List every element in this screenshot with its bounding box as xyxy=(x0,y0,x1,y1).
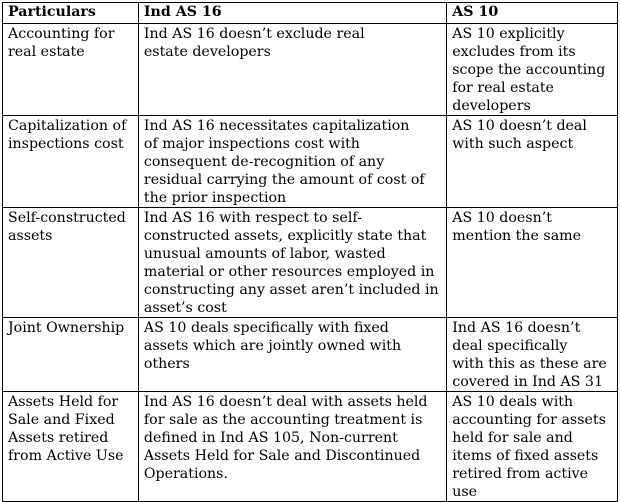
particular-cell: Self-constructed assets xyxy=(3,208,139,318)
particular-cell: Assets Held for Sale and Fixed Assets retired from Active Use xyxy=(3,392,139,502)
as-10-cell: AS 10 doesn’t mention the same xyxy=(447,208,618,318)
as-10-cell: AS 10 doesn’t deal with such aspect xyxy=(447,116,618,208)
table-row xyxy=(3,208,618,318)
header-ind-as-16: Ind AS 16 xyxy=(138,3,446,24)
table-row xyxy=(3,392,618,502)
header-as-10: AS 10 xyxy=(447,3,618,24)
particular-cell: Joint Ownership xyxy=(3,318,139,392)
header-row xyxy=(3,3,618,24)
comparison-table xyxy=(2,2,618,502)
table-row xyxy=(3,318,618,392)
particular-cell: Accounting for real estate xyxy=(3,24,139,116)
ind-as-16-cell: AS 10 deals specifically with fixed assets which are jointly owned with others xyxy=(138,318,446,392)
ind-as-16-cell: Ind AS 16 doesn’t exclude real estate developers xyxy=(138,24,446,116)
as-10-cell: AS 10 explicitly excludes from its scope the accounting for real estate developers xyxy=(447,24,618,116)
header-particulars: Particulars xyxy=(3,3,139,24)
table-row xyxy=(3,116,618,208)
particular-cell: Capitalization of inspections cost xyxy=(3,116,139,208)
ind-as-16-cell: Ind AS 16 necessitates capitalization of major inspections cost with consequent de-recognition of any residual carrying the amount of cost of the prior inspection xyxy=(138,116,446,208)
ind-as-16-cell: Ind AS 16 with respect to self- constructed assets, explicitly state that unusual amounts of labor, wasted material or other resources employed in constructing any asset aren’t included in asset’s cost xyxy=(138,208,446,318)
ind-as-16-cell: Ind AS 16 doesn’t deal with assets held for sale as the accounting treatment is defined in Ind AS 105, Non-current Assets Held for Sale and Discontinued Operations. xyxy=(138,392,446,502)
as-10-cell: AS 10 deals with accounting for assets held for sale and items of fixed assets retired from active use xyxy=(447,392,618,502)
table-row xyxy=(3,24,618,116)
as-10-cell: Ind AS 16 doesn’t deal specifically with this as these are covered in Ind AS 31 xyxy=(447,318,618,392)
